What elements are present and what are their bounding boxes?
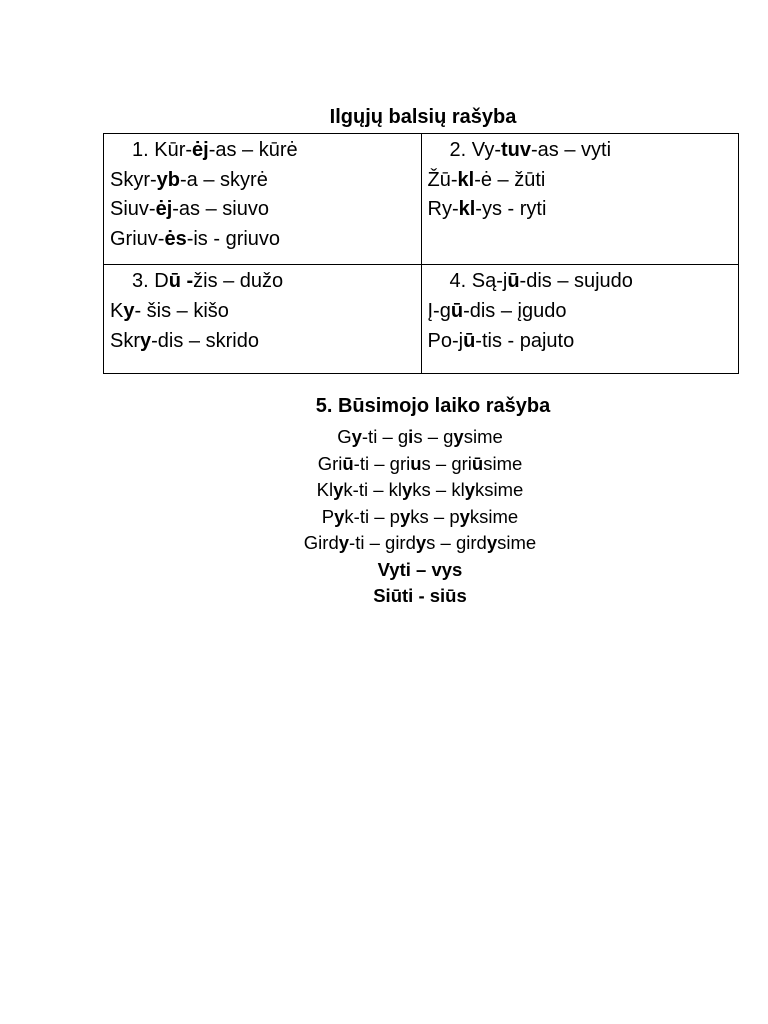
text-segment: Skr — [110, 329, 140, 352]
rule-example — [110, 195, 415, 225]
rule-cell-3 — [104, 265, 422, 374]
text-segment: -a – skyrė — [180, 168, 268, 191]
page-title: Ilgųjų balsių rašyba — [329, 106, 517, 128]
rule-example — [110, 297, 415, 327]
rule-example — [428, 327, 733, 357]
text-segment: G — [337, 426, 352, 447]
rules-table — [103, 133, 739, 374]
text-segment: s – gird — [426, 532, 487, 553]
text-segment: -dis – skrido — [151, 329, 259, 352]
text-segment: Į-g — [427, 299, 451, 322]
text-segment: sime — [483, 452, 523, 474]
text-segment: -dis – sujudo — [519, 270, 633, 293]
text-segment: ks – p — [410, 505, 460, 527]
emphasized-text: ėj — [192, 139, 209, 161]
text-segment: s – gri — [421, 452, 472, 474]
emphasized-text: y — [486, 532, 498, 553]
emphasized-text: ū — [450, 299, 464, 322]
text-segment: Gird — [303, 532, 339, 553]
text-segment: -ti – gird — [349, 532, 416, 553]
future-example — [0, 424, 768, 451]
emphasized-text: tuv — [501, 139, 531, 161]
rule-cell-4 — [421, 265, 739, 374]
text-segment: sime — [497, 532, 537, 553]
text-segment: -ti – g — [361, 426, 409, 447]
rule-heading — [110, 267, 415, 297]
emphasized-text: yb — [156, 168, 181, 191]
emphasized-text: u — [410, 452, 422, 474]
emphasized-text: y — [140, 329, 152, 352]
rule-example — [110, 166, 415, 196]
text-segment: Griuv- — [110, 227, 165, 250]
text-segment: k-ti – p — [344, 505, 400, 527]
emphasized-text: i — [408, 426, 414, 447]
emphasized-text: y — [351, 426, 362, 447]
future-example — [0, 530, 768, 557]
text-segment: -ė – žūti — [474, 168, 546, 191]
emphasized-text: ū — [463, 329, 476, 352]
future-example — [0, 504, 768, 531]
text-segment: -ti – gri — [353, 452, 411, 474]
text-segment: ksime — [469, 505, 519, 527]
emphasized-text: y — [399, 505, 411, 527]
emphasized-text: y — [459, 505, 470, 527]
future-tense-list — [0, 424, 768, 610]
text-segment: -as – vyti — [531, 139, 612, 161]
emphasized-text: y — [453, 426, 464, 447]
text-segment: -as – siuvo — [172, 198, 269, 221]
future-example — [0, 583, 768, 610]
text-segment: Gri — [317, 452, 343, 474]
emphasized-text: y — [338, 532, 350, 553]
emphasized-text: y — [333, 479, 344, 500]
text-segment: 4. Są-j — [449, 270, 508, 293]
text-segment: - šis – kišo — [134, 299, 229, 322]
rule-cell-1 — [104, 134, 422, 265]
emphasized-text: Siūti - siūs — [373, 585, 467, 606]
text-segment: ksime — [475, 479, 524, 500]
text-segment: Žū- — [427, 168, 458, 191]
text-segment: s – g — [413, 426, 454, 447]
text-segment: k-ti – kl — [343, 479, 402, 500]
emphasized-text: y — [334, 505, 345, 527]
emphasized-text: ū - — [168, 270, 194, 293]
future-example — [0, 477, 768, 504]
table-row — [104, 265, 739, 374]
rule-example — [428, 166, 733, 196]
emphasized-text: ėj — [155, 198, 173, 221]
text-segment: -as – kūrė — [208, 139, 298, 161]
emphasized-text: kl — [458, 198, 476, 221]
future-example — [0, 451, 768, 478]
rule-heading — [110, 136, 415, 166]
emphasized-text: ū — [471, 452, 484, 474]
emphasized-text: Vyti – vys — [377, 558, 463, 580]
emphasized-text: ū — [507, 270, 520, 293]
rule-example — [428, 297, 733, 327]
rule-example — [110, 225, 415, 255]
text-segment: -tis - pajuto — [475, 329, 575, 352]
text-segment: sime — [463, 426, 503, 447]
text-segment: -is - griuvo — [186, 227, 281, 250]
text-segment: Ry- — [427, 198, 459, 221]
rule-example — [110, 327, 415, 357]
text-segment: Siuv- — [110, 198, 156, 221]
text-segment: 1. Kūr- — [132, 139, 193, 161]
text-segment: -ys - ryti — [475, 198, 547, 221]
text-segment: 2. Vy- — [449, 139, 501, 161]
text-segment: 3. D — [132, 270, 169, 293]
rule-heading — [428, 267, 733, 297]
text-segment: Skyr- — [110, 168, 157, 191]
text-segment: žis – dužo — [193, 270, 284, 293]
text-segment: -dis – įgudo — [463, 299, 567, 322]
emphasized-text: ės — [164, 227, 187, 250]
text-segment: K — [110, 299, 124, 322]
text-segment: ks – kl — [412, 479, 465, 500]
text-segment: Po-j — [427, 329, 464, 352]
emphasized-text: y — [123, 299, 135, 322]
text-segment: P — [321, 505, 335, 527]
text-segment: Kl — [316, 479, 334, 500]
emphasized-text: y — [415, 532, 427, 553]
emphasized-text: y — [402, 479, 413, 500]
future-example — [0, 557, 768, 584]
rule-example — [428, 195, 733, 225]
table-row — [104, 134, 739, 265]
emphasized-text: kl — [457, 168, 475, 191]
rule-cell-2 — [421, 134, 739, 265]
emphasized-text: ū — [342, 452, 354, 474]
section-title: 5. Būsimojo laiko rašyba — [315, 395, 551, 417]
emphasized-text: y — [464, 479, 476, 500]
rule-heading — [428, 136, 733, 166]
